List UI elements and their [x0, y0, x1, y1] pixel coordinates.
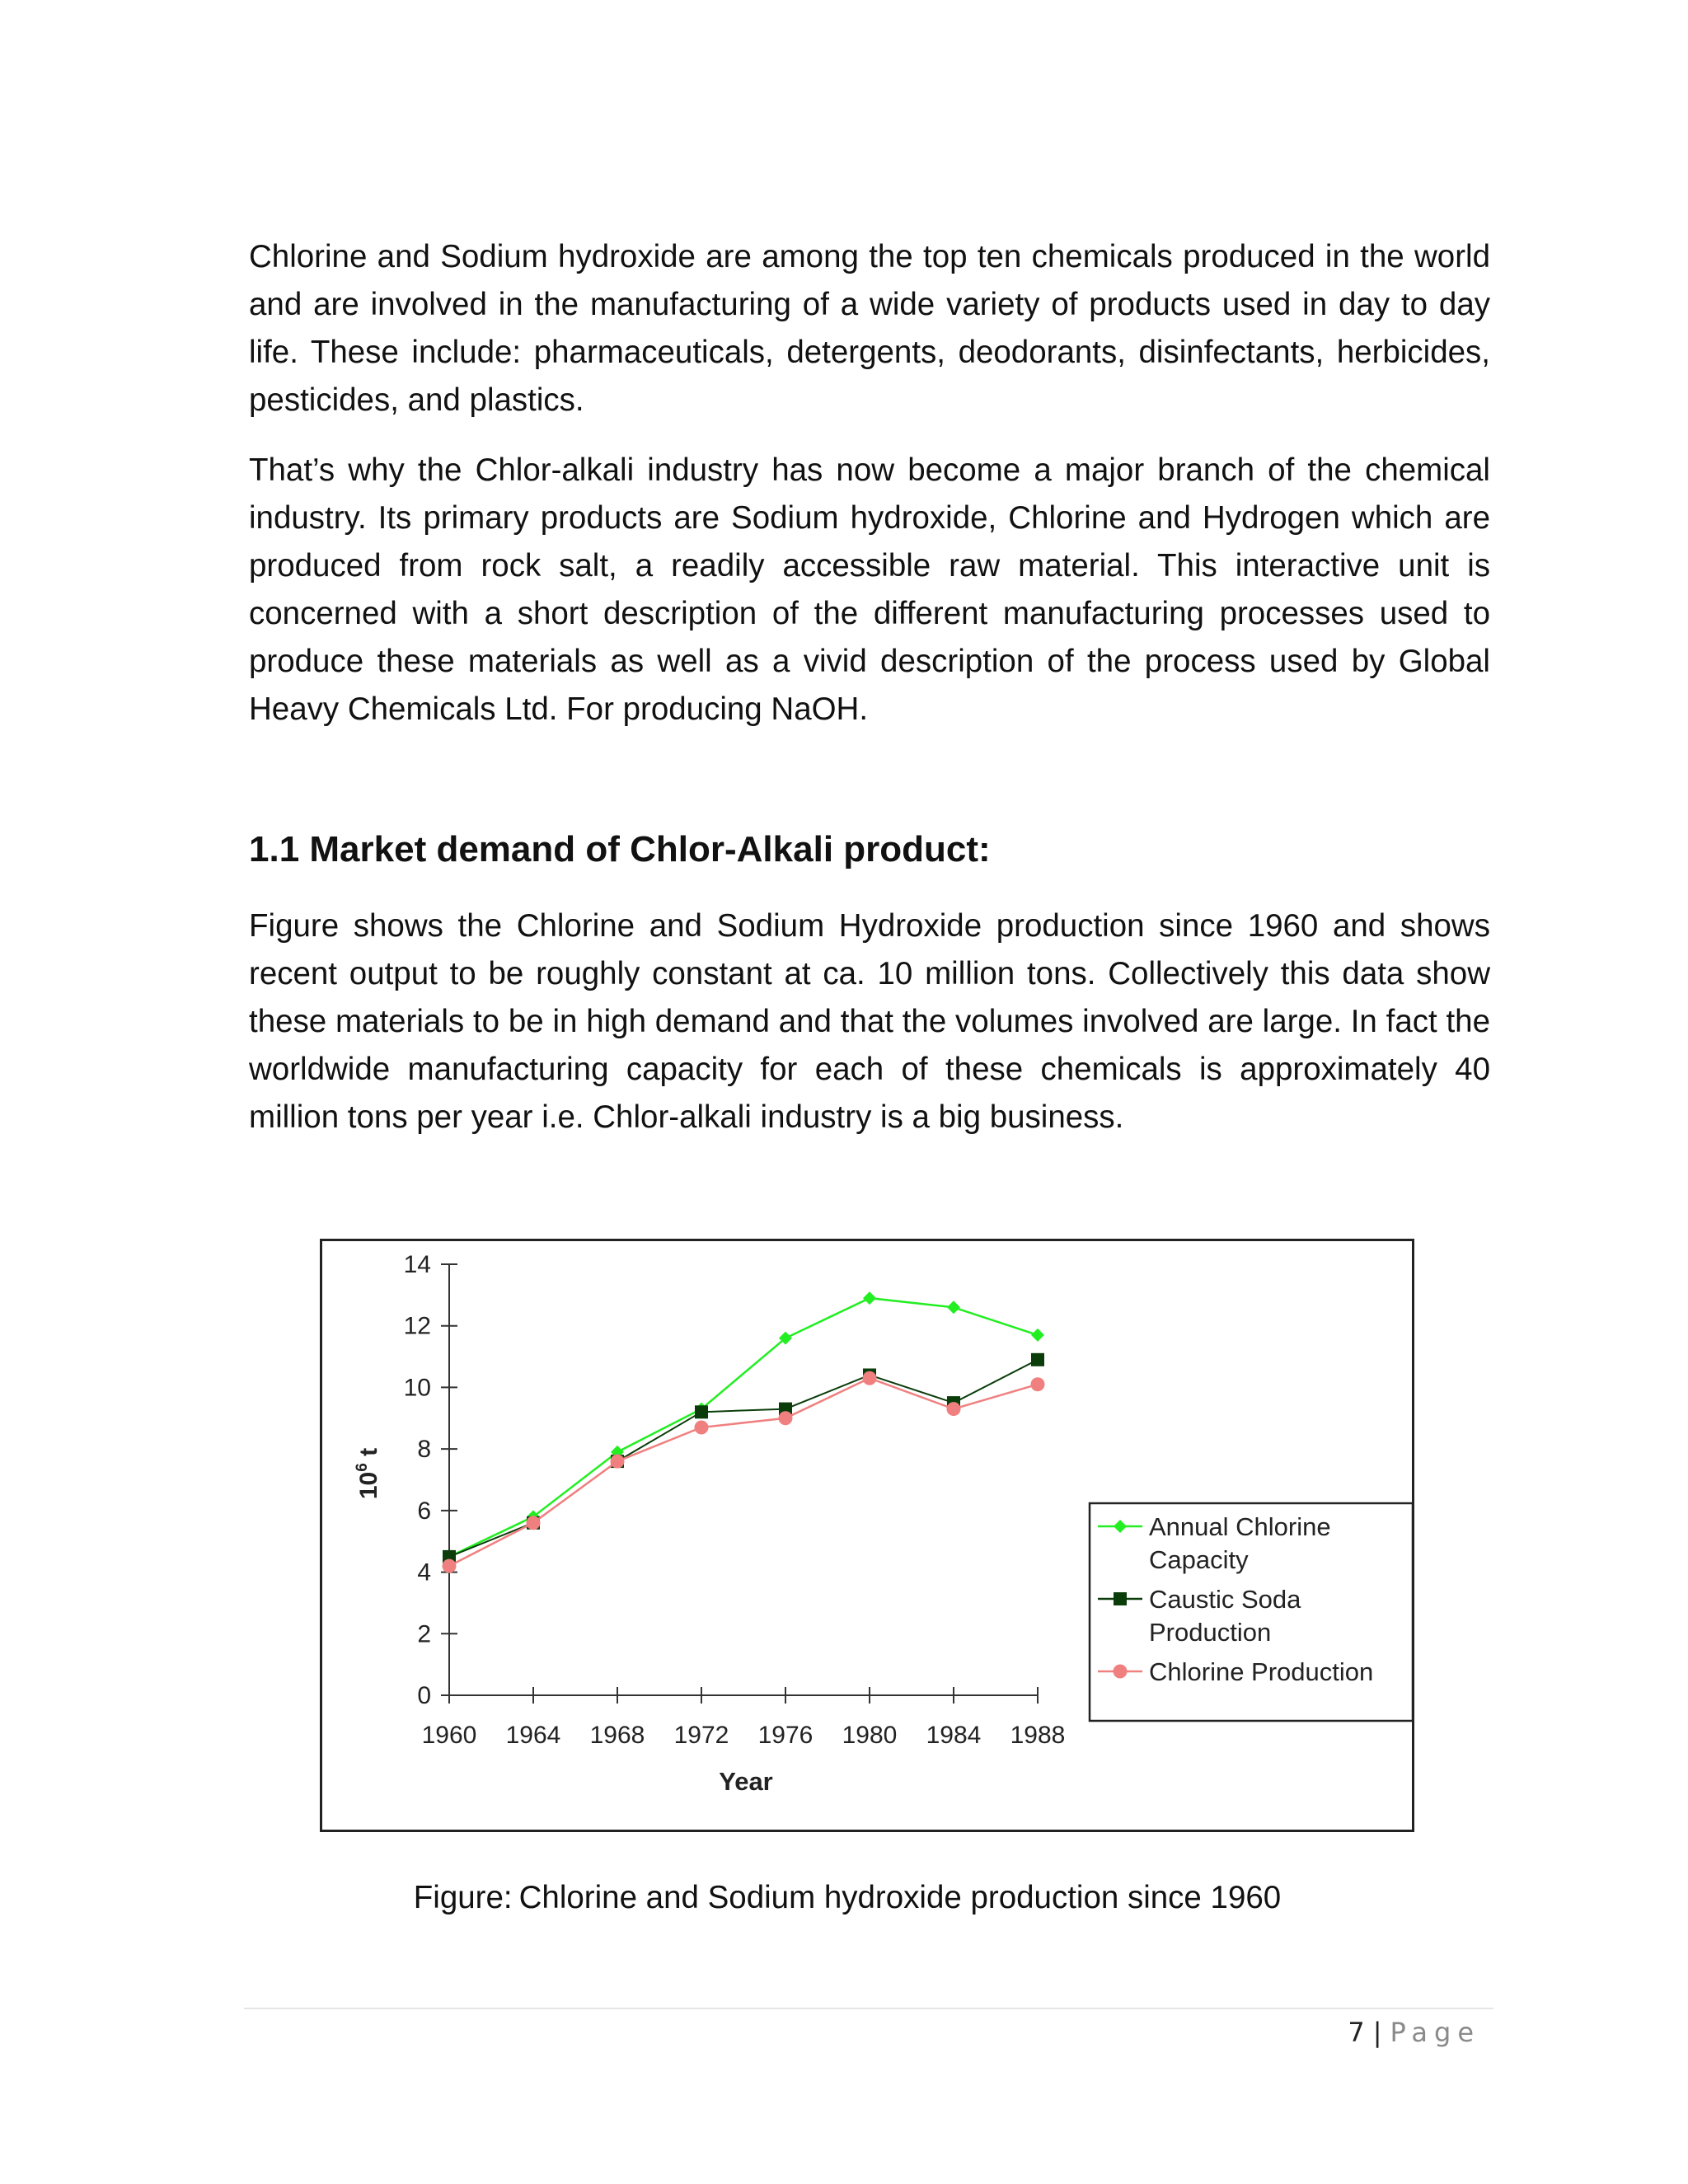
- data-point: [527, 1516, 541, 1530]
- data-point: [443, 1559, 457, 1573]
- data-point: [695, 1405, 708, 1418]
- y-tick-label: 6: [417, 1497, 431, 1525]
- legend-marker: [1114, 1592, 1127, 1605]
- data-point: [863, 1291, 876, 1305]
- page-separator: |: [1372, 2017, 1382, 2048]
- y-tick-label: 4: [417, 1558, 431, 1586]
- data-point: [863, 1371, 877, 1385]
- y-axis-title: $10^6$ t: [354, 1447, 382, 1500]
- x-tick-label: 1972: [673, 1722, 729, 1749]
- y-tick-label: 14: [403, 1251, 431, 1278]
- intro-paragraph-1: Chlorine and Sodium hydroxide are among the top ten chemicals produced in the world and are involved in the manufacturing of a wide variety of products used in day to day life. These include: pharmaceuticals, detergents, deodorants, disinfectants, herbicides, pesticides, and plastics.: [249, 239, 1490, 418]
- footer-divider: [244, 2008, 1493, 2009]
- x-tick-label: 1960: [421, 1722, 477, 1749]
- legend-label: Caustic Soda: [1149, 1585, 1301, 1614]
- legend-label: Annual Chlorine: [1149, 1512, 1331, 1541]
- legend-label: Chlorine Production: [1149, 1657, 1374, 1686]
- data-point: [611, 1455, 625, 1469]
- y-tick-label: 8: [417, 1436, 431, 1464]
- y-tick-label: 12: [403, 1312, 431, 1340]
- figure-box: [320, 1239, 1414, 1832]
- page-number-value: 7: [1348, 2017, 1365, 2048]
- x-tick-label: 1976: [757, 1722, 814, 1749]
- x-tick-label: 1988: [1010, 1722, 1066, 1749]
- legend-label: Production: [1149, 1618, 1272, 1647]
- chart-legend: [1090, 1503, 1412, 1721]
- data-point: [1031, 1329, 1044, 1342]
- caption-text: Chlorine and Sodium hydroxide production since 1960: [518, 1880, 1282, 1915]
- data-point: [947, 1402, 961, 1416]
- y-tick-label: 2: [417, 1620, 431, 1648]
- section-paragraph: Figure shows the Chlorine and Sodium Hydroxide production since 1960 and shows recent output to be roughly constant at ca. 10 million tons. Collectively this data show these materials to be in high demand and that the volumes involved are large. In fact the worldwide manufacturing capacity for each of these chemicals is approximately 40 million tons per year i.e. Chlor-alkali industry is a big business.: [249, 908, 1490, 1135]
- data-point: [947, 1301, 960, 1314]
- caption-label: Figure:: [413, 1880, 513, 1915]
- x-tick-label: 1968: [589, 1722, 645, 1749]
- page-number: [1348, 2014, 1480, 2050]
- x-axis-title: Year: [719, 1767, 773, 1796]
- legend-marker: [1114, 1665, 1128, 1679]
- x-tick-label: 1984: [926, 1722, 982, 1749]
- intro-paragraph-2: That’s why the Chlor-alkali industry has now become a major branch of the chemical industry. Its primary products are Sodium hydroxide, Chlorine and Hydrogen which are produced from rock salt, a readily accessible raw material. This interactive unit is concerned with a short description of the different manufacturing processes used to produce these materials as well as a vivid description of the process used by Global Heavy Chemicals Ltd. For producing NaOH.: [249, 452, 1490, 727]
- data-point: [779, 1411, 793, 1425]
- data-point: [695, 1420, 709, 1434]
- figure-caption: [0, 1875, 1688, 1921]
- page-word: Page: [1390, 2017, 1480, 2048]
- chart-axes: [354, 1251, 1065, 1796]
- x-tick-label: 1980: [842, 1722, 898, 1749]
- data-point: [1031, 1353, 1044, 1366]
- data-point: [1031, 1377, 1045, 1391]
- y-tick-label: 10: [403, 1374, 431, 1402]
- y-tick-label: 0: [417, 1682, 431, 1709]
- production-chart: [322, 1241, 1412, 1830]
- section-heading: 1.1 Market demand of Chlor-Alkali product:: [249, 829, 991, 869]
- chart-series: [443, 1291, 1045, 1573]
- x-tick-label: 1964: [505, 1722, 561, 1749]
- legend-label: Capacity: [1149, 1545, 1249, 1574]
